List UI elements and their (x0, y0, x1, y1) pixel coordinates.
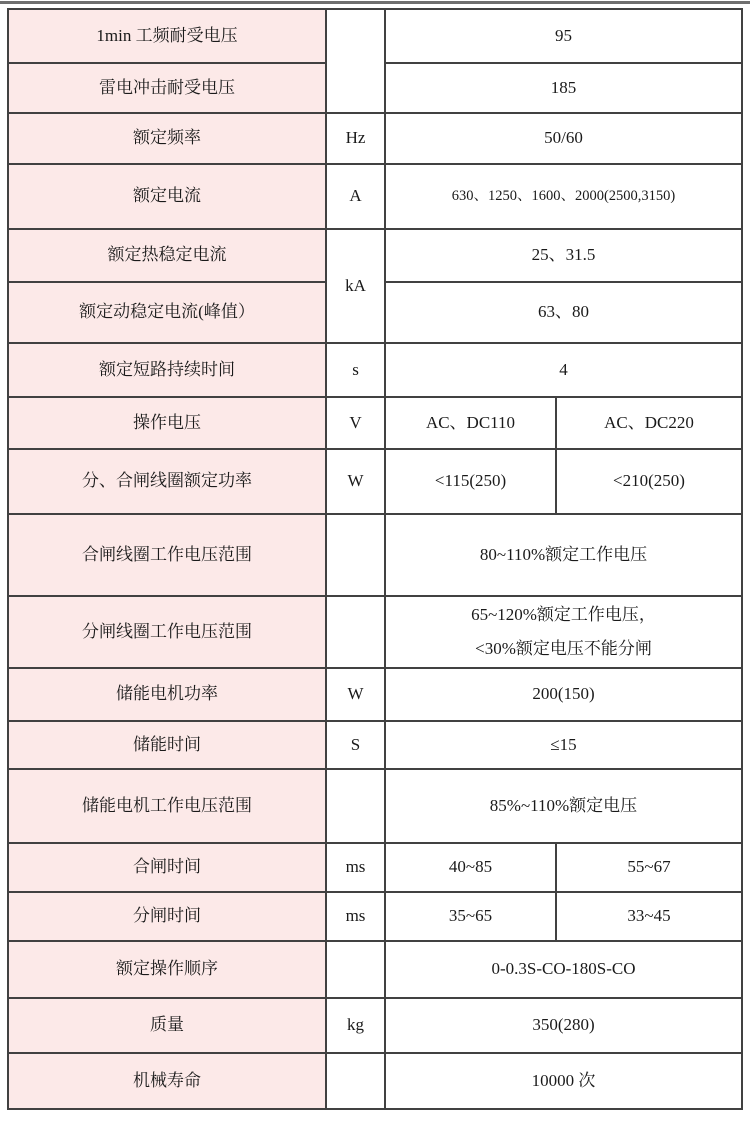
unit-cell: kg (326, 998, 385, 1053)
unit-cell (326, 941, 385, 998)
value-cell: AC、DC110 (385, 397, 556, 449)
param-label: 额定动稳定电流(峰值） (8, 282, 326, 343)
table-row (8, 843, 742, 892)
unit-cell (326, 514, 385, 596)
param-label: 1min 工频耐受电压 (8, 9, 326, 63)
param-label: 合闸时间 (8, 843, 326, 892)
table-row (8, 397, 742, 449)
param-label: 分闸时间 (8, 892, 326, 941)
unit-cell: Hz (326, 113, 385, 164)
value-cell: <115(250) (385, 449, 556, 514)
table-row (8, 514, 742, 596)
param-label: 分、合闸线圈额定功率 (8, 449, 326, 514)
value-cell: 4 (385, 343, 742, 397)
value-cell: 185 (385, 63, 742, 113)
param-label: 质量 (8, 998, 326, 1053)
table-row (8, 892, 742, 941)
table-row (8, 721, 742, 769)
table-row (8, 113, 742, 164)
value-cell: 10000 次 (385, 1053, 742, 1109)
value-cell: 85%~110%额定电压 (385, 769, 742, 843)
unit-cell: W (326, 668, 385, 721)
param-label: 机械寿命 (8, 1053, 326, 1109)
param-label: 合闸线圈工作电压范围 (8, 514, 326, 596)
value-cell: 80~110%额定工作电压 (385, 514, 742, 596)
value-cell: 25、31.5 (385, 229, 742, 282)
value-cell: 0-0.3S-CO-180S-CO (385, 941, 742, 998)
param-label: 额定操作顺序 (8, 941, 326, 998)
param-label: 储能电机功率 (8, 668, 326, 721)
unit-cell: s (326, 343, 385, 397)
unit-cell (326, 769, 385, 843)
unit-cell: ms (326, 892, 385, 941)
unit-cell: ms (326, 843, 385, 892)
param-label: 雷电冲击耐受电压 (8, 63, 326, 113)
unit-cell (326, 596, 385, 668)
table-row (8, 343, 742, 397)
unit-cell (326, 9, 385, 113)
param-label: 额定频率 (8, 113, 326, 164)
table-row (8, 9, 742, 63)
param-label: 储能时间 (8, 721, 326, 769)
value-cell: 630、1250、1600、2000(2500,3150) (385, 164, 742, 229)
value-cell: <210(250) (556, 449, 742, 514)
value-cell: 35~65 (385, 892, 556, 941)
table-row (8, 164, 742, 229)
value-cell: 50/60 (385, 113, 742, 164)
param-label: 分闸线圈工作电压范围 (8, 596, 326, 668)
value-line: 65~120%额定工作电压， (471, 604, 656, 624)
table-row (8, 596, 742, 668)
table-row (8, 769, 742, 843)
value-cell: 200(150) (385, 668, 742, 721)
table-row (8, 1053, 742, 1109)
value-cell: 63、80 (385, 282, 742, 343)
param-label: 额定热稳定电流 (8, 229, 326, 282)
value-cell: AC、DC220 (556, 397, 742, 449)
param-label: 储能电机工作电压范围 (8, 769, 326, 843)
value-cell: 40~85 (385, 843, 556, 892)
param-label: 操作电压 (8, 397, 326, 449)
unit-cell: kA (326, 229, 385, 343)
table-row (8, 229, 742, 282)
value-cell: ≤15 (385, 721, 742, 769)
spec-table (7, 8, 743, 1110)
table-row (8, 998, 742, 1053)
value-line: <30%额定电压不能分闸 (475, 639, 652, 658)
table-row (8, 668, 742, 721)
value-cell: 33~45 (556, 892, 742, 941)
unit-cell (326, 1053, 385, 1109)
value-cell: 95 (385, 9, 742, 63)
value-cell (385, 596, 742, 668)
unit-cell: W (326, 449, 385, 514)
value-cell: 350(280) (385, 998, 742, 1053)
param-label: 额定短路持续时间 (8, 343, 326, 397)
param-label: 额定电流 (8, 164, 326, 229)
table-row (8, 449, 742, 514)
table-row (8, 941, 742, 998)
unit-cell: V (326, 397, 385, 449)
unit-cell: S (326, 721, 385, 769)
top-divider (0, 1, 750, 4)
value-cell: 55~67 (556, 843, 742, 892)
unit-cell: A (326, 164, 385, 229)
